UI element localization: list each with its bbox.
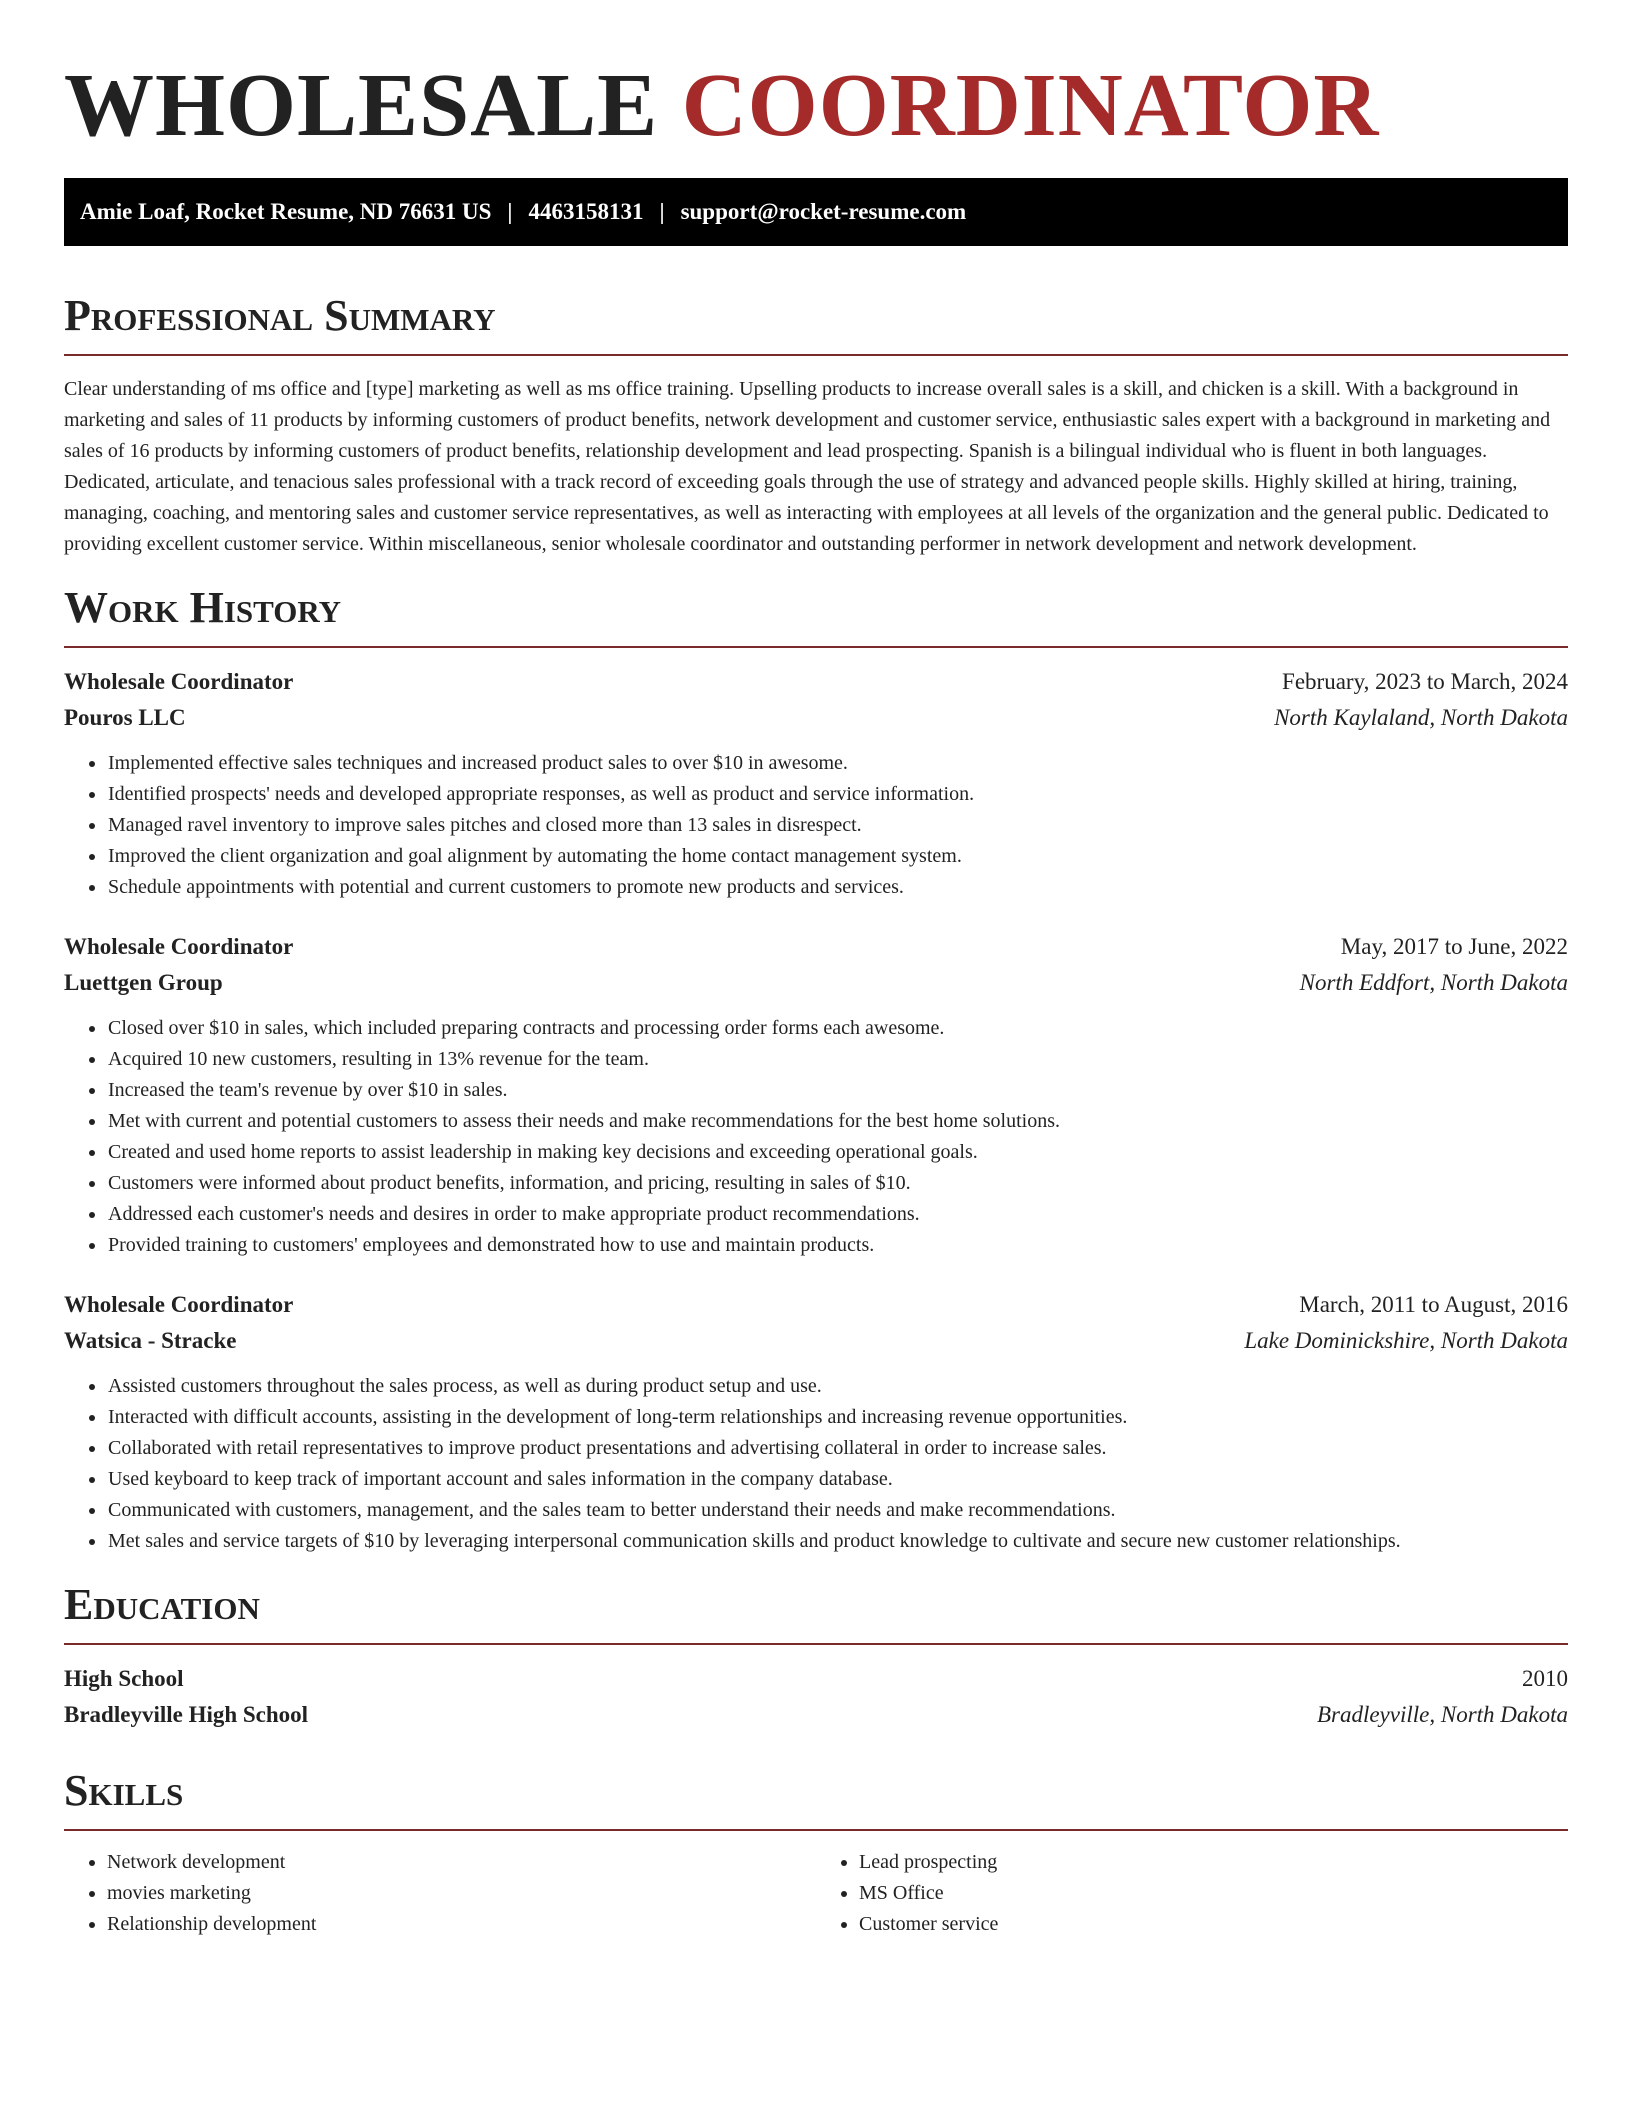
job-bullet: • Managed ravel inventory to improve sales pitches and closed more than 13 sales in disrespect. — [107, 810, 1568, 841]
section-heading-skills: Skills — [64, 1766, 184, 1815]
job-bullets — [64, 1013, 1568, 1261]
job-bullet: • Implemented effective sales techniques and increased product sales to over $10 in awesome. — [107, 748, 1568, 779]
education-header-row — [64, 1661, 1568, 1697]
job-bullet: • Closed over $10 in sales, which included preparing contracts and processing order forms each awesome. — [107, 1013, 1568, 1044]
section-divider — [64, 646, 1568, 648]
job-company: Pouros LLC — [64, 705, 186, 730]
summary-section — [64, 290, 1568, 560]
job-dates: March, 2011 to August, 2016 — [1299, 1292, 1568, 1317]
education-school: Bradleyville High School — [64, 1702, 309, 1727]
job-bullet: • Met sales and service targets of $10 by leveraging interpersonal communication skills and product knowledge to cultivate and secure new customer relationships. — [107, 1526, 1568, 1557]
job-header-row — [64, 1287, 1568, 1323]
skill-item: • movies marketing — [107, 1878, 816, 1909]
section-heading-education: Education — [64, 1580, 260, 1629]
contact-phone[interactable]: 4463158131 — [528, 199, 644, 224]
contact-separator: | — [507, 199, 513, 224]
section-heading-work-history: Work History — [64, 583, 342, 632]
job-entry — [64, 1287, 1568, 1557]
job-header-row — [64, 664, 1568, 700]
work-history-section — [64, 582, 1568, 1557]
job-title: Wholesale Coordinator — [64, 669, 294, 694]
contact-email[interactable]: support@rocket-resume.com — [680, 199, 967, 224]
job-bullet: • Collaborated with retail representatives to improve product presentations and advertising collateral in order to increase sales. — [107, 1433, 1568, 1464]
job-company-row — [64, 1323, 1568, 1359]
skills-list-right — [816, 1847, 1568, 1940]
summary-text: Clear understanding of ms office and [type] marketing as well as ms office training. Upselling products to increase overall sales is a skill, and chicken is a skill. With a background in marketing and sales of 11 products by informing customers of product benefits, network development and customer service, enthusiastic sales expert with a background in marketing and sales of 16 products by informing customers of product benefits, relationship development and lead prospecting. Spanish is a bilingual individual who is fluent in both languages. Dedicated, articulate, and tenacious sales professional with a track record of exceeding goals through the use of strategy and advanced people skills. Highly skilled at hiring, training, managing, coaching, and mentoring sales and customer service representatives, as well as interacting with employees at all levels of the organization and the general public. Dedicated to providing excellent customer service. Within miscellaneous, senior wholesale coordinator and outstanding performer in network development and network development. — [64, 378, 1551, 555]
section-divider — [64, 1643, 1568, 1645]
job-bullet: • Used keyboard to keep track of important account and sales information in the company database. — [107, 1464, 1568, 1495]
section-heading-summary: Professional Summary — [64, 291, 496, 340]
education-section — [64, 1579, 1568, 1733]
job-bullet: • Provided training to customers' employees and demonstrated how to use and maintain products. — [107, 1230, 1568, 1261]
skills-section — [64, 1765, 1568, 1940]
job-location: Lake Dominickshire, North Dakota — [1244, 1328, 1568, 1353]
skills-columns — [64, 1847, 1568, 1940]
education-year: 2010 — [1522, 1666, 1568, 1691]
title-part-2: COORDINATOR — [681, 56, 1380, 155]
title-part-1: WHOLESALE — [64, 56, 659, 155]
job-location: North Eddfort, North Dakota — [1299, 970, 1568, 995]
skill-item: • Network development — [107, 1847, 816, 1878]
job-dates: May, 2017 to June, 2022 — [1340, 934, 1568, 959]
education-school-row — [64, 1697, 1568, 1733]
contact-separator: | — [659, 199, 665, 224]
section-divider — [64, 354, 1568, 356]
skill-item: • Customer service — [859, 1909, 1568, 1940]
job-company: Watsica - Stracke — [64, 1328, 237, 1353]
job-company-row — [64, 965, 1568, 1001]
job-entry — [64, 664, 1568, 903]
job-header-row — [64, 929, 1568, 965]
job-bullet: • Increased the team's revenue by over $10 in sales. — [107, 1075, 1568, 1106]
education-degree: High School — [64, 1666, 184, 1691]
job-entry — [64, 929, 1568, 1261]
job-bullet: • Interacted with difficult accounts, assisting in the development of long-term relationships and increasing revenue opportunities. — [107, 1402, 1568, 1433]
resume-title — [64, 56, 1568, 156]
job-bullet: • Addressed each customer's needs and desires in order to make appropriate product recommendations. — [107, 1199, 1568, 1230]
job-bullets — [64, 748, 1568, 903]
section-divider — [64, 1829, 1568, 1831]
job-title: Wholesale Coordinator — [64, 1292, 294, 1317]
job-bullet: • Identified prospects' needs and developed appropriate responses, as well as product and service information. — [107, 779, 1568, 810]
job-company-row — [64, 700, 1568, 736]
contact-address: Amie Loaf, Rocket Resume, ND 76631 US — [80, 199, 492, 224]
education-location: Bradleyville, North Dakota — [1316, 1702, 1568, 1727]
job-bullet: • Acquired 10 new customers, resulting in 13% revenue for the team. — [107, 1044, 1568, 1075]
skills-list-left — [64, 1847, 816, 1940]
job-location: North Kaylaland, North Dakota — [1274, 705, 1568, 730]
skill-item: • Relationship development — [107, 1909, 816, 1940]
job-bullets — [64, 1371, 1568, 1557]
job-bullet: • Assisted customers throughout the sales process, as well as during product setup and use. — [107, 1371, 1568, 1402]
job-company: Luettgen Group — [64, 970, 223, 995]
skill-item: • MS Office — [859, 1878, 1568, 1909]
job-title: Wholesale Coordinator — [64, 934, 294, 959]
job-bullet: • Communicated with customers, management, and the sales team to better understand their needs and make recommendations. — [107, 1495, 1568, 1526]
contact-bar — [64, 178, 1568, 246]
job-bullet: • Customers were informed about product benefits, information, and pricing, resulting in sales of $10. — [107, 1168, 1568, 1199]
skill-item: • Lead prospecting — [859, 1847, 1568, 1878]
education-entry — [64, 1661, 1568, 1733]
job-bullet: • Met with current and potential customers to assess their needs and make recommendations for the best home solutions. — [107, 1106, 1568, 1137]
job-dates: February, 2023 to March, 2024 — [1282, 669, 1568, 694]
job-bullet: • Created and used home reports to assist leadership in making key decisions and exceeding operational goals. — [107, 1137, 1568, 1168]
job-bullet: • Schedule appointments with potential and current customers to promote new products and services. — [107, 872, 1568, 903]
job-bullet: • Improved the client organization and goal alignment by automating the home contact management system. — [107, 841, 1568, 872]
